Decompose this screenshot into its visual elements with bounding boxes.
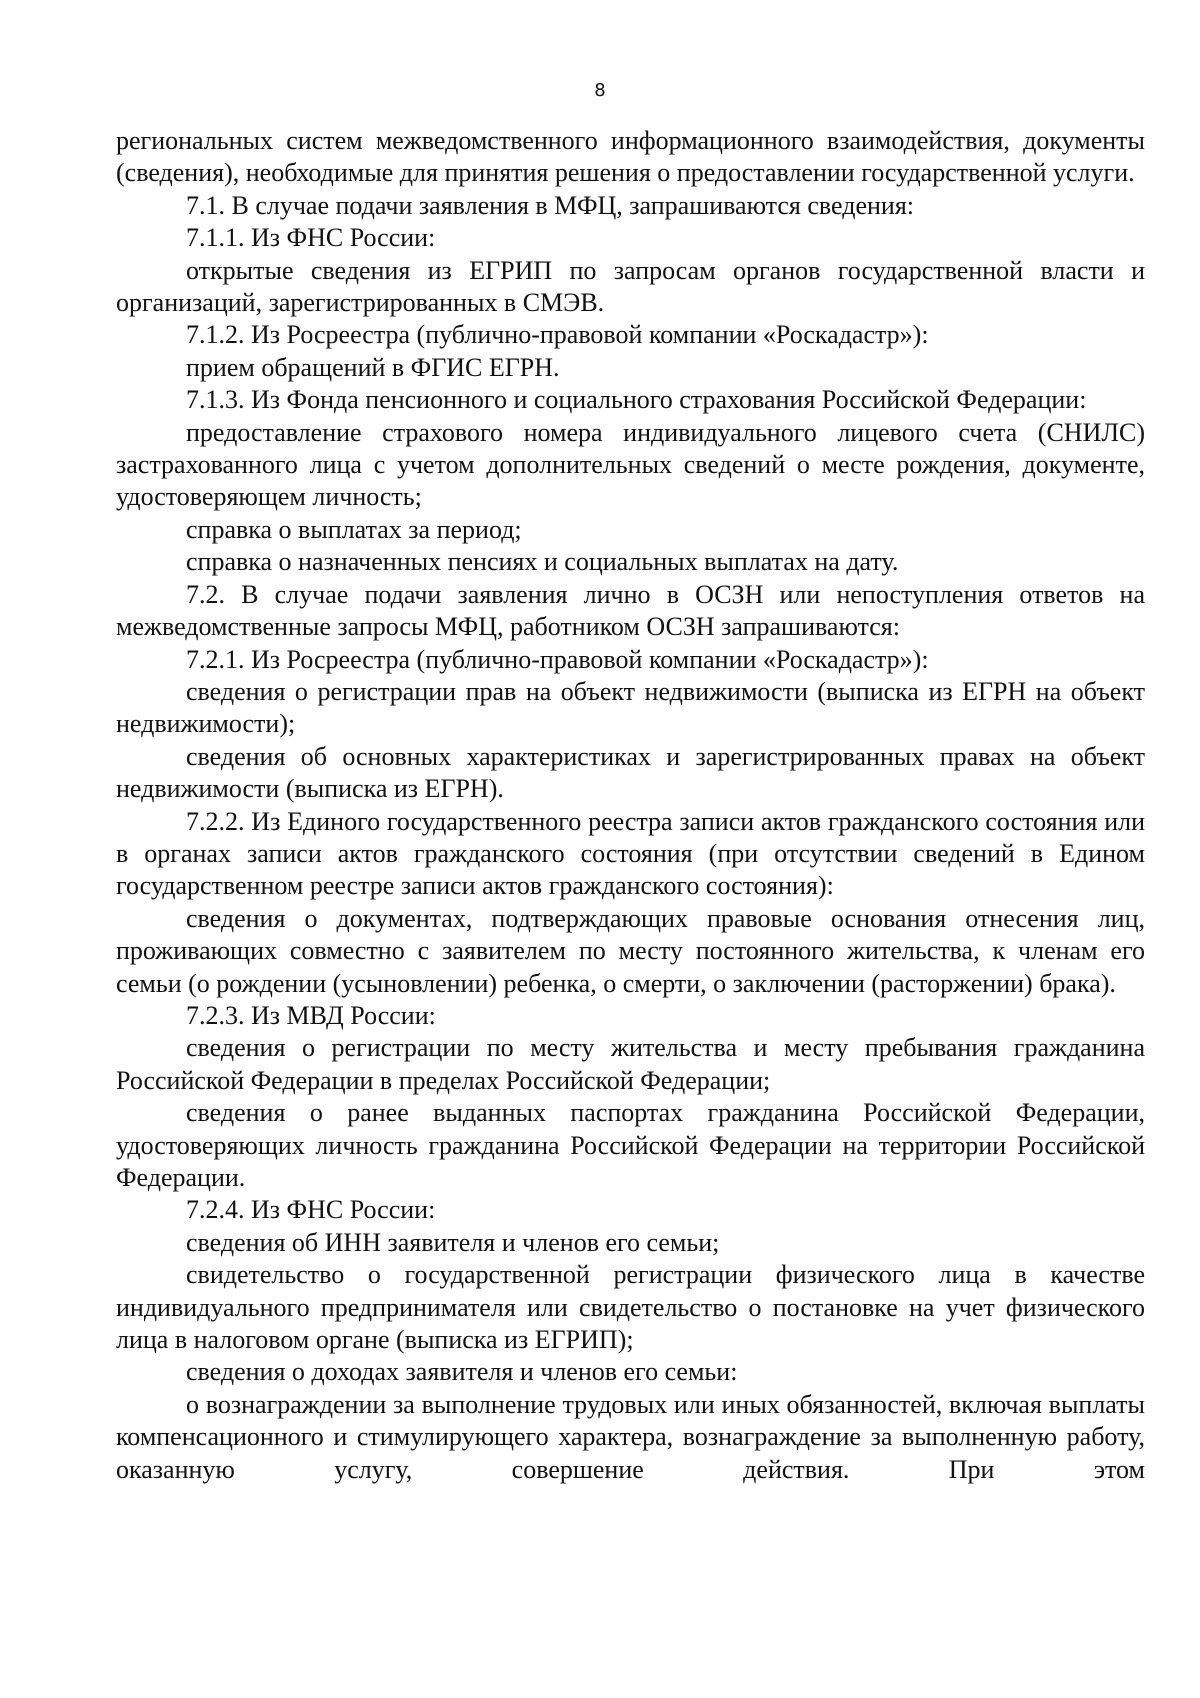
paragraph: справка о назначенных пенсиях и социальных выплатах на дату. — [186, 547, 899, 577]
section-heading-7-2: 7.2. В случае подачи заявления лично в ОСЗН или непоступления ответов на межведомственные запросы МФЦ, работником ОСЗН запрашиваются: — [116, 579, 1145, 642]
paragraph-continuation: региональных систем межведомственного информационного взаимодействия, документы (сведения), необходимые для принятия решения о предоставлении государственной услуги. — [116, 126, 1145, 188]
paragraph: сведения о регистрации прав на объект недвижимости (выписка из ЕГРН на объект недвижимости); — [116, 676, 1145, 739]
section-heading-7-2-2: 7.2.2. Из Единого государственного реестра записи актов гражданского состояния или в органах записи актов гражданского состояния (при отсутствии сведений в Едином государственном реестре записи актов гражданского состояния): — [116, 806, 1145, 901]
section-heading-7-1: 7.1. В случае подачи заявления в МФЦ, запрашиваются сведения: — [186, 190, 914, 220]
paragraph: прием обращений в ФГИС ЕГРН. — [186, 352, 560, 382]
page-number: 8 — [594, 80, 606, 101]
paragraph: свидетельство о государственной регистрации физического лица в качестве индивидуального предпринимателя или свидетельство о постановке на учет физического лица в налоговом органе (выписка из ЕГРИП); — [116, 1260, 1145, 1355]
section-heading-7-1-2: 7.1.2. Из Росреестра (публично-правовой компании «Роскадастр»): — [186, 320, 929, 350]
paragraph: открытые сведения из ЕГРИП по запросам органов государственной власти и организаций, зарегистрированных в СМЭВ. — [116, 255, 1145, 318]
section-heading-7-2-1: 7.2.1. Из Росреестра (публично-правовой компании «Роскадастр»): — [186, 644, 929, 674]
paragraph: справка о выплатах за период; — [186, 514, 522, 544]
paragraph-continues-next-page: о вознаграждении за выполнение трудовых или иных обязанностей, включая выплаты компенсационного и стимулирующего характера, вознаграждение за выполненную работу, оказанную услугу, совершение действия. При этом — [116, 1389, 1145, 1484]
paragraph: сведения об основных характеристиках и зарегистрированных правах на объект недвижимости (выписка из ЕГРН). — [116, 741, 1145, 804]
paragraph: предоставление страхового номера индивидуального лицевого счета (СНИЛС) застрахованного лица с учетом дополнительных сведений о месте рождения, документе, удостоверяющем личность; — [116, 417, 1145, 512]
paragraph: сведения о доходах заявителя и членов его семьи: — [186, 1357, 738, 1387]
paragraph: сведения об ИНН заявителя и членов его семьи; — [186, 1227, 720, 1257]
section-heading-7-1-3: 7.1.3. Из Фонда пенсионного и социального страхования Российской Федерации: — [186, 385, 1087, 415]
section-heading-7-1-1: 7.1.1. Из ФНС России: — [186, 223, 436, 253]
section-heading-7-2-3: 7.2.3. Из МВД России: — [186, 1000, 436, 1030]
paragraph: сведения о ранее выданных паспортах гражданина Российской Федерации, удостоверяющих личность гражданина Российской Федерации на территории Российской Федерации. — [116, 1098, 1145, 1192]
section-heading-7-2-4: 7.2.4. Из ФНС России: — [186, 1195, 436, 1225]
paragraph: сведения о документах, подтверждающих правовые основания отнесения лиц, проживающих совместно с заявителем по месту постоянного жительства, к членам его семьи (о рождении (усыновлении) ребенка, о смерти, о заключении (расторжении) брака). — [116, 903, 1145, 998]
document-body — [116, 125, 1145, 1486]
paragraph: сведения о регистрации по месту жительства и месту пребывания гражданина Российской Федерации в пределах Российской Федерации; — [116, 1033, 1145, 1095]
